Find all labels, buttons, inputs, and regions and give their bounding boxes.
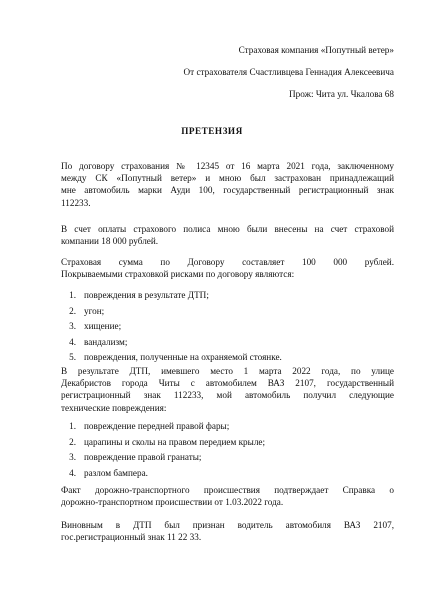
list-text: хищение; [84,321,122,331]
risks-list-block [61,288,394,366]
list-number: 3. [69,452,76,462]
paragraph-line: По договору страхования № 12345 от 16 марта 2021 года, заключенному [61,161,394,171]
paragraph-line: В счет оплаты страхового полиса мною были внесены на счет страховой [61,224,394,234]
paragraph-line: между СК «Попутный ветер» и мною был застрахован принадлежащий [61,173,394,184]
risks-list [61,288,394,366]
list-text: повреждения в результате ДТП; [84,290,209,300]
paragraph-line: гос.регистрационный знак 11 22 33. [61,532,202,543]
paragraph-line: дорожно-транспортном происшествии от 1.03.2022 года. [61,497,284,508]
paragraph-payment [61,223,394,247]
paragraph-line: Виновным в ДТП был признан водитель автомобиля ВАЗ 2107, [61,520,394,530]
list-text: вандализм; [84,336,128,347]
paragraph-line: Декабристов города Читы с автомобилем ВАЗ 2107, государственный [61,378,394,389]
list-text: угон; [84,305,105,316]
paragraph-line: Страховая сумма по Договору составляет 100 000 рублей. [61,257,394,267]
list-text: разлом бампера. [84,467,148,478]
list-text: повреждение передней правой фары; [84,421,230,431]
paragraph-sum [61,256,394,280]
recipient-line: Страховая компания «Попутный ветер» [238,45,394,55]
list-number: 1. [69,290,76,300]
paragraph-line: 112233. [61,197,91,208]
paragraph-line: Факт дорожно-транспортного происшествия подтверждает Справка о [61,485,394,495]
list-item [61,419,394,435]
paragraph-line: компании 18 000 рублей. [61,236,159,247]
list-item [61,304,394,320]
paragraph-accident [61,365,394,414]
paragraph-line: В результате ДТП, имевшего место 1 марта 2022 года, по улице [61,366,394,376]
paragraph-certificate [61,484,394,508]
list-item [61,466,394,482]
paragraph-line: регистрационный знак 112233, мой автомобиль получил следующие [61,390,394,401]
list-number: 5. [69,352,76,362]
list-text: повреждения, полученные на охраняемой стоянке. [84,352,282,362]
address-line: Прож: Чита ул. Чкалова 68 [289,89,394,99]
list-item [61,435,394,451]
list-number: 4. [69,336,76,347]
sender-line: От страхователя Счастливцева Геннадия Алексеевича [183,67,394,77]
paragraph-line: Покрываемыми страховкой рисками по договору являются: [61,269,295,280]
list-item [61,319,394,335]
damages-list [61,419,394,481]
paragraph-line: мне автомобиль марки Ауди 100, государственный регистрационный знак [61,185,394,196]
list-number: 2. [69,436,76,447]
paragraph-line: технические повреждения: [61,402,167,413]
list-item [61,335,394,351]
list-number: 3. [69,321,76,331]
list-number: 1. [69,421,76,431]
list-item [61,450,394,466]
list-text: царапины и сколы на правом передием крыле; [84,436,266,447]
paragraph-culprit [61,519,394,543]
list-item [61,288,394,304]
list-text: повреждение правой гранаты; [84,452,202,462]
list-number: 2. [69,305,76,316]
paragraph-contract [61,160,394,209]
damages-list-block [61,419,394,481]
document-title: ПРЕТЕНЗИЯ [181,126,243,136]
list-item [61,350,394,366]
list-number: 4. [69,467,76,478]
